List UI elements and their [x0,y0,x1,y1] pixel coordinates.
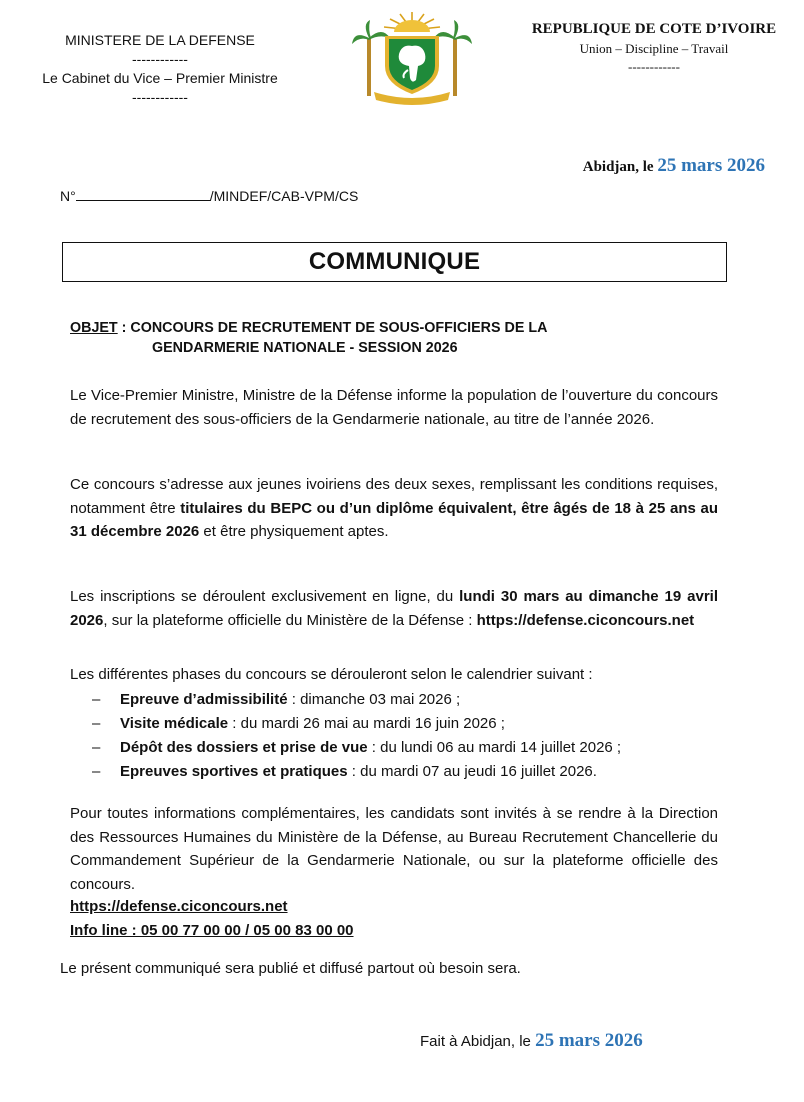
registration-link[interactable]: https://defense.ciconcours.net [476,611,695,629]
emblem-icon [352,8,472,108]
date-prefix: Fait à Abidjan, le [420,1033,536,1050]
reference-prefix: N° [60,188,76,204]
info-line: Info line : 05 00 77 00 00 / 05 00 83 00 00 [70,921,354,939]
phase-detail: : dimanche 03 mai 2026 ; [287,691,461,708]
list-item [92,760,732,784]
phase-detail: : du mardi 07 au jeudi 16 juillet 2026. [347,763,597,780]
reference-blank-line [76,188,210,201]
paragraph-info: Pour toutes informations complémentaires, les candidats sont invités à se rendre à la Direction des Ressources Humaines du Ministère de la Défense, au Bureau Recrutement Chancellerie du Commandement Supérieur de la Gendarmerie Nationale, ou sur la plateforme officielle des concours. [70,805,718,893]
phase-detail: : du lundi 06 au mardi 14 juillet 2026 ; [367,739,622,756]
date-prefix: Abidjan, le [582,159,658,175]
paragraph-schedule-intro: Les différentes phases du concours se dérouleront selon le calendrier suivant : [70,666,593,683]
phase-name: Dépôt des dossiers et prise de vue [120,739,368,756]
subject-line-2: GENDARMERIE NATIONALE - SESSION 2026 [152,340,458,356]
subject-block [70,318,730,358]
phase-name: Epreuve d’admissibilité [120,691,288,708]
date-value: 25 mars 2026 [657,155,765,176]
national-motto: Union – Discipline – Travail [579,41,729,56]
eligibility-text-end: et être physiquement aptes. [199,523,389,540]
document-date [470,155,765,177]
header-separator: ------------ [628,59,680,74]
list-item [92,688,732,712]
registration-text-mid: , sur la plateforme officielle du Ministère de la Défense : [103,611,477,629]
contact-links [70,895,354,942]
phases-list [92,688,732,784]
republic-header [515,18,793,76]
reference-number [60,188,358,204]
coat-of-arms-emblem [352,8,472,108]
date-value: 25 mars 2026 [535,1030,643,1051]
dash-bullet: – [92,715,101,732]
phase-name: Visite médicale [120,715,229,732]
list-item [92,736,732,760]
ministry-name: MINISTERE DE LA DEFENSE [65,32,255,48]
registration-text: Les inscriptions se déroulent exclusivement en ligne, du [70,588,460,605]
paragraph-eligibility [70,473,718,544]
registration-period: lundi 30 mars au dimanche 19 avril 2026 [70,588,718,629]
list-item [92,712,732,736]
page-title: COMMUNIQUE [308,248,481,275]
paragraph-intro: Le Vice-Premier Ministre, Ministre de la Défense informe la population de l’ouverture du concours de recrutement des sous-officiers de la Gendarmerie nationale, au titre de l’année 2026. [70,387,718,428]
header-separator: ------------ [132,51,188,67]
eligibility-text: Ce concours s’adresse aux jeunes ivoiriens des deux sexes, remplissant les conditions requises, notamment être [70,476,718,517]
subject-line-1: CONCOURS DE RECRUTEMENT DE SOUS-OFFICIERS DE LA [130,320,548,336]
closing-statement: Le présent communiqué sera publié et diffusé partout où besoin sera. [60,960,521,977]
phase-detail: : du mardi 26 mai au mardi 16 juin 2026 ; [228,715,505,732]
dash-bullet: – [92,739,101,756]
title-box [62,242,727,282]
reference-suffix: /MINDEF/CAB-VPM/CS [209,188,359,204]
subject-label: OBJET [70,320,118,336]
ministry-header [30,28,290,104]
signature-date [420,1030,643,1052]
dash-bullet: – [92,691,101,708]
eligibility-conditions: titulaires du BEPC ou d’un diplôme équivalent, être âgés de 18 à 25 ans au 31 décembre 2026 [70,499,719,540]
paragraph-registration [70,585,718,632]
phase-name: Epreuves sportives et pratiques [120,763,348,780]
country-name: REPUBLIQUE DE COTE D’IVOIRE [531,21,777,37]
header-separator: ------------ [132,89,188,105]
website-link[interactable]: https://defense.ciconcours.net [70,898,288,915]
subject-separator: : [117,320,131,336]
cabinet-name: Le Cabinet du Vice – Premier Ministre [42,70,278,86]
dash-bullet: – [92,763,101,780]
